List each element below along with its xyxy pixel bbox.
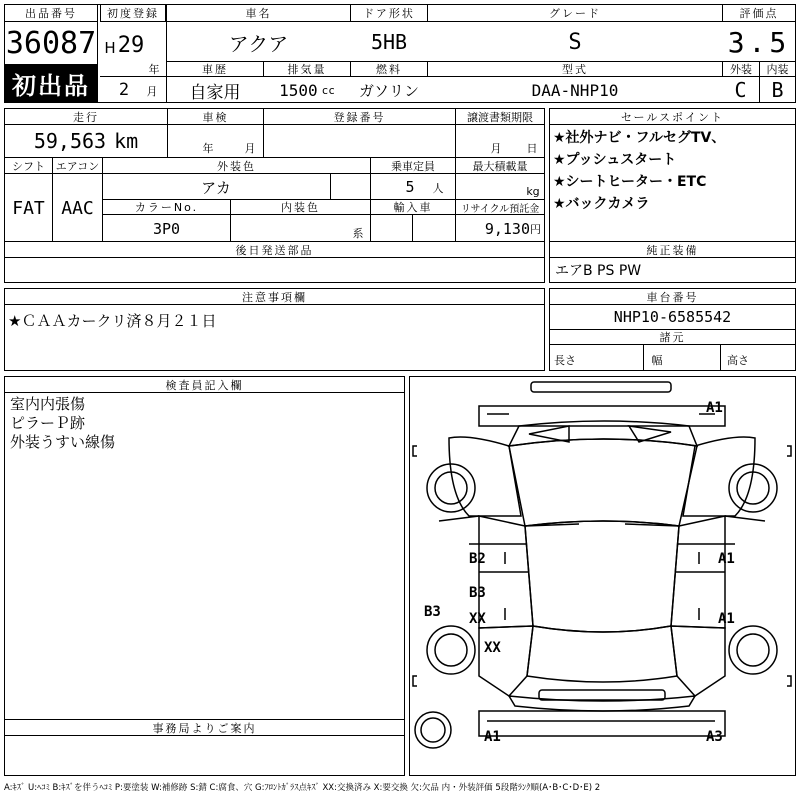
aircon-label: エアコン: [52, 157, 103, 174]
chassis-value: NHP10-6585542: [613, 308, 732, 326]
fuel-value: ガソリン: [358, 81, 419, 100]
displacement-label: 排気量: [263, 61, 351, 77]
ext-score-value: C: [722, 77, 760, 103]
chassis-label: 車台番号: [549, 288, 796, 305]
aircon-value: AAC: [61, 197, 94, 219]
inspector-label: 検査員記入欄: [4, 376, 405, 393]
transfer-day-unit: 日: [526, 142, 538, 155]
specs-label: 諸元: [549, 329, 796, 345]
displacement-value: 1500 cc: [279, 80, 335, 100]
capacity-unit: 人: [432, 182, 444, 195]
spec-length: 長さ: [554, 354, 576, 367]
sales-point-item: ★シートヒーター・ETC: [553, 174, 707, 190]
inspector-line: 室内内張傷: [10, 395, 86, 413]
ext-color-label: 外装色: [102, 157, 371, 174]
inspection-year-unit: 年: [202, 142, 214, 155]
transfer-label: 譲渡書類期限: [455, 108, 545, 125]
sales-point-item: ★社外ナビ・フルセグTV、: [553, 130, 726, 146]
grade-label: グレード: [427, 4, 723, 22]
history-value: 自家用: [189, 82, 241, 103]
door-label: ドア形状: [350, 4, 428, 22]
damage-mark-right-a1b: A1: [718, 611, 735, 627]
score-label: 評価点: [722, 4, 796, 22]
mileage-label: 走行: [4, 108, 168, 125]
office-label: 事務局よりご案内: [4, 719, 405, 736]
damage-mark-left-b2: B2: [469, 551, 486, 567]
sales-points-list: [553, 127, 793, 215]
import-label: 輸入車: [370, 199, 456, 215]
shift-value: FAT: [12, 197, 45, 219]
inspection-label: 車検: [167, 108, 264, 125]
damage-mark-left-xx1: XX: [469, 611, 486, 627]
damage-mark-top-right: A1: [706, 400, 723, 416]
spec-height: 高さ: [727, 354, 749, 367]
mileage-value: 59,563 km: [33, 129, 139, 153]
notes-value: ★ＣＡＡカークリ済８月２１日: [8, 311, 217, 330]
ext-score-label: 外装: [722, 61, 760, 77]
load-label: 最大積載量: [455, 157, 545, 174]
sales-point-item: ★バックカメラ: [553, 196, 650, 212]
first-reg-month: 2: [118, 80, 130, 100]
score-value: 3.5: [727, 25, 791, 59]
recycle-value: 9,130 円: [484, 219, 541, 238]
equipment-value: エアB PS PW: [555, 263, 642, 279]
inspector-line: 外装うすい線傷: [10, 433, 116, 451]
equipment-label: 純正装備: [549, 241, 796, 258]
legend-text: A:ｷｽﾞ U:ﾍｺﾐ B:ｷｽﾞを伴うﾍｺﾐ P:要塗装 W:補修跡 S:錆 C:腐食、穴 G:ﾌﾛﾝﾄｶﾞﾗｽ点ｷｽﾞ XX:交換済み X:要交換 欠:欠品 内・外装評価 5段階ﾗﾝｸ順(A･B･C･D･E) 2: [4, 783, 601, 793]
int-score-value: B: [771, 78, 784, 102]
history-label: 車歴: [166, 61, 264, 77]
lot-number: 36087: [5, 25, 97, 61]
inspector-line: ピラーＰ跡: [10, 414, 86, 432]
model-value: DAA-NHP10: [531, 80, 619, 100]
damage-mark-side-b3: B3: [424, 604, 441, 620]
car-name-label: 車名: [166, 4, 351, 22]
int-score-label: 内装: [759, 61, 796, 77]
spec-width: 幅: [651, 354, 663, 367]
lot-label: 出品番号: [4, 4, 98, 22]
load-unit: kg: [526, 184, 540, 198]
damage-mark-right-a1a: A1: [718, 551, 735, 567]
damage-mark-left-xx2: XX: [484, 640, 501, 656]
first-reg-year: 29: [117, 32, 145, 58]
first-reg-month-unit: 月: [146, 85, 158, 98]
sales-points-label: セールスポイント: [549, 108, 796, 125]
int-color-label: 内装色: [230, 199, 371, 215]
inspector-notes: [10, 395, 115, 452]
int-color-unit: 系: [352, 227, 364, 240]
inspection-month-unit: 月: [244, 142, 256, 155]
capacity-value: 5: [405, 178, 415, 196]
first-reg-label: 初度登録: [100, 4, 166, 22]
fuel-label: 燃料: [350, 61, 428, 77]
damage-mark-left-b3: B3: [469, 585, 486, 601]
grade-value: S: [568, 29, 582, 55]
car-outline-diagram: [409, 376, 796, 776]
color-no-value: 3P0: [152, 219, 181, 238]
first-reg-era: H: [104, 40, 116, 56]
shift-label: シフト: [4, 157, 53, 174]
first-listing-badge: 初出品: [4, 64, 98, 103]
reg-no-label: 登録番号: [263, 108, 456, 125]
recycle-label: リサイクル預託金: [455, 199, 545, 215]
car-name-value: アクア: [228, 31, 289, 56]
ext-color-value: アカ: [201, 178, 231, 197]
door-value: 5HB: [370, 30, 408, 54]
sales-point-item: ★プッシュスタート: [553, 152, 677, 168]
damage-mark-bottom-right: A3: [706, 729, 723, 745]
capacity-label: 乗車定員: [370, 157, 456, 174]
first-reg-year-unit: 年: [148, 63, 160, 76]
transfer-month-unit: 月: [490, 142, 502, 155]
notes-label: 注意事項欄: [4, 288, 545, 305]
later-parts-label: 後日発送部品: [4, 241, 545, 258]
color-no-label: カラーNo.: [102, 199, 231, 215]
damage-mark-bottom-left: A1: [484, 729, 501, 745]
model-label: 型式: [427, 61, 723, 77]
